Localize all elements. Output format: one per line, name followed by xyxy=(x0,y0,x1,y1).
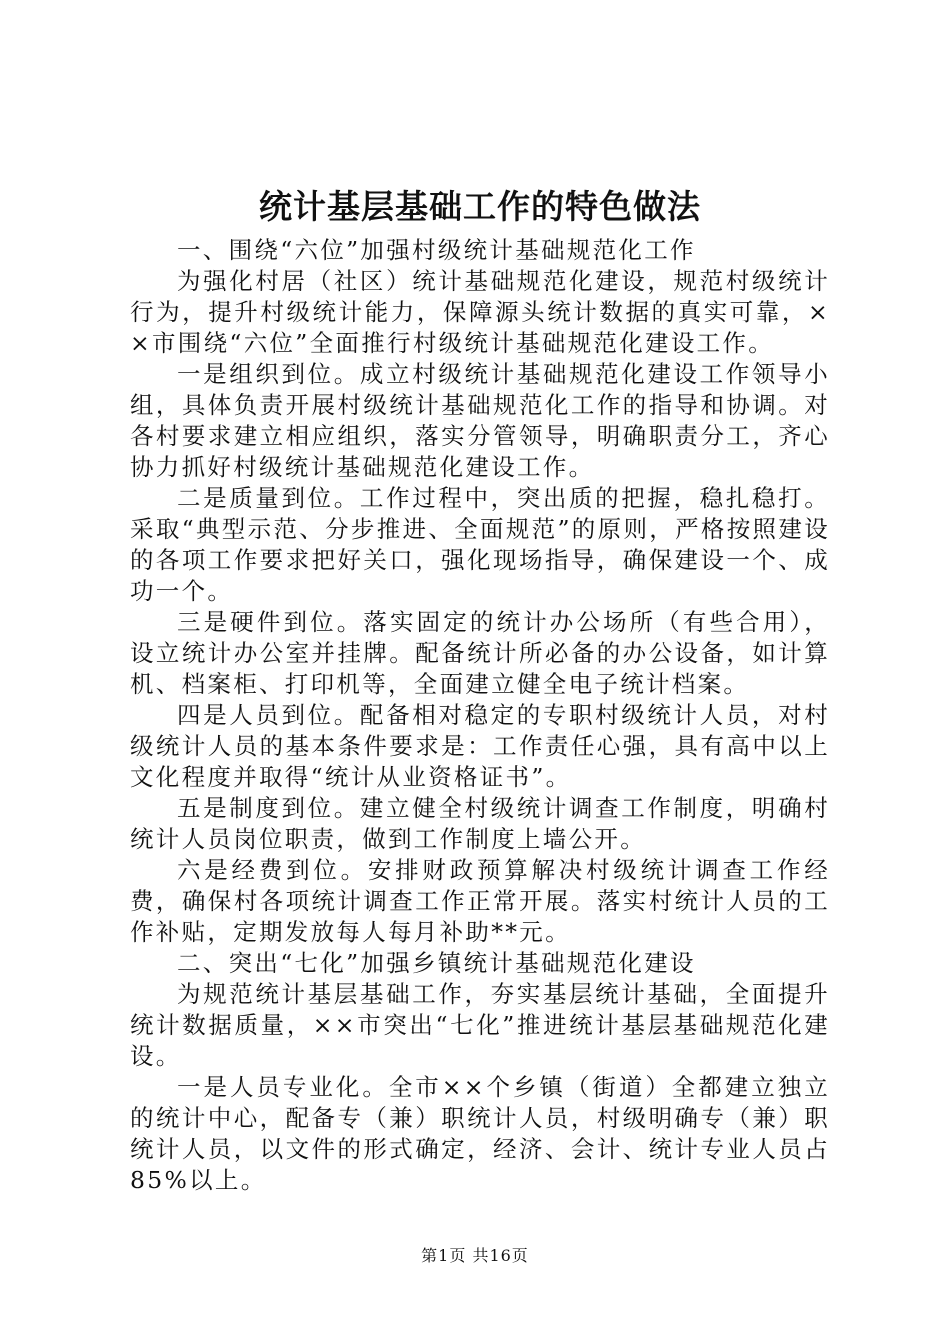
paragraph: 二是质量到位。工作过程中，突出质的把握，稳扎稳打。采取“典型示范、分步推进、全面规范”的原则，严格按照建设的各项工作要求把好关口，强化现场指导，确保建设一个、成功一个。 xyxy=(130,484,830,605)
paragraph: 为规范统计基层基础工作，夯实基层统计基础，全面提升统计数据质量，××市突出“七化”推进统计基层基础规范化建设。 xyxy=(130,980,830,1070)
page-footer: 第1页 共16页 xyxy=(421,1246,529,1265)
document-page xyxy=(130,185,830,1196)
section-heading-2: 二、突出“七化”加强乡镇统计基础规范化建设 xyxy=(177,949,696,977)
paragraph: 为强化村居（社区）统计基础规范化建设，规范村级统计行为，提升村级统计能力，保障源头统计数据的真实可靠，××市围绕“六位”全面推行村级统计基础规范化建设工作。 xyxy=(130,267,830,357)
paragraph: 一是组织到位。成立村级统计基础规范化建设工作领导小组，具体负责开展村级统计基础规范化工作的指导和协调。对各村要求建立相应组织，落实分管领导，明确职责分工，齐心协力抓好村级统计基础规范化建设工作。 xyxy=(130,360,830,481)
paragraph: 一是人员专业化。全市××个乡镇（街道）全都建立独立的统计中心，配备专（兼）职统计人员，村级明确专（兼）职统计人员，以文件的形式确定，经济、会计、统计专业人员占85%以上。 xyxy=(130,1073,830,1194)
section-heading-1: 一、围绕“六位”加强村级统计基础规范化工作 xyxy=(177,236,696,264)
paragraph: 六是经费到位。安排财政预算解决村级统计调查工作经费，确保村各项统计调查工作正常开展。落实村统计人员的工作补贴，定期发放每人每月补助**元。 xyxy=(130,856,830,946)
paragraph: 三是硬件到位。落实固定的统计办公场所（有些合用），设立统计办公室并挂牌。配备统计所必备的办公设备，如计算机、档案柜、打印机等，全面建立健全电子统计档案。 xyxy=(130,608,830,698)
document-title: 统计基层基础工作的特色做法 xyxy=(259,187,701,226)
paragraph: 五是制度到位。建立健全村级统计调查工作制度，明确村统计人员岗位职责，做到工作制度上墙公开。 xyxy=(130,794,830,853)
paragraph: 四是人员到位。配备相对稳定的专职村级统计人员，对村级统计人员的基本条件要求是：工作责任心强，具有高中以上文化程度并取得“统计从业资格证书”。 xyxy=(130,701,830,791)
